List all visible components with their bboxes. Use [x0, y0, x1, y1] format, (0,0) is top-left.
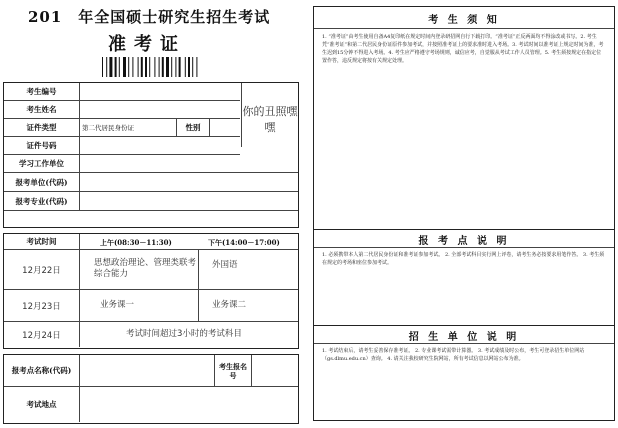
- schedule-row: [4, 322, 298, 347]
- divider: [314, 343, 614, 344]
- info-row: [4, 119, 240, 137]
- info-label: 报考专业(代码): [4, 192, 80, 210]
- candidate-notice-title: 考 生 须 知: [428, 15, 500, 26]
- schedule-date: 12月22日: [4, 250, 80, 289]
- divider: [314, 28, 614, 29]
- site-name-label: 报考点名称(代码): [4, 355, 80, 386]
- schedule-header-date: 考试时间: [4, 234, 80, 249]
- candidate-notice-text: 1. “准考证”由考生使用自备A4复印纸在规定时间内登录研招网自行下载打印。“准考证”正反两面均不得涂改或书写。2. 考生凭“准考证”和第二代居民身份证原件参加考试，并按照准考证上的要求准时进入考场。3. 考试时间以准考证上规定时间为准，考生迟到15分钟不得进入考场。4. 考生应严格遵守考场规则，诚信应考，自觉服从考试工作人员管理。5. 考生须按规定在指定位置作答，违反规定将按有关规定处理。: [322, 34, 604, 64]
- divider: [314, 247, 614, 248]
- divider: [314, 325, 614, 326]
- schedule-divider: [198, 250, 199, 322]
- info-row: [4, 155, 298, 173]
- schedule-date: 12月23日: [4, 290, 80, 321]
- schedule-header-row: [4, 234, 298, 250]
- schedule-row: [4, 250, 298, 290]
- info-label: 证件号码: [4, 137, 80, 154]
- info-value: 第二代居民身份证: [82, 124, 134, 132]
- schedule-note: 考试时间超过3小时的考试科目: [126, 329, 242, 339]
- info-row: [4, 173, 298, 192]
- site-row: [4, 387, 298, 422]
- info-row: [4, 137, 240, 155]
- barcode-image: [100, 56, 222, 78]
- schedule-header-pm: 下午(14:00－17:00): [208, 238, 280, 247]
- site-row: [4, 355, 298, 387]
- photo-placeholder: 你的丑照嘿嘿: [241, 83, 298, 147]
- exam-place-label: 考试地点: [4, 387, 80, 422]
- info-label: 证件类型: [4, 119, 80, 136]
- schedule-pm-subject: 业务课二: [212, 300, 247, 310]
- info-row: [4, 192, 298, 211]
- admission-unit-notice-text: 1. 考试结束后，请考生妥善保存准考证。 2. 专业课考试需带计算器。 3. 考试成绩及时公布，考生可登录招生单位网站（gs.dlmu.edu.cn）查询。 4. 请关注我校研究生院网站，所有考试信息以网站公布为准。: [322, 348, 585, 362]
- admission-unit-notice-title: 招 生 单 位 说 明: [408, 332, 520, 343]
- exam-site-notice-title: 报 考 点 说 明: [418, 236, 510, 247]
- exam-schedule-table: [3, 233, 299, 349]
- exam-site-table: [3, 354, 299, 424]
- schedule-pm-subject: 外国语: [212, 260, 238, 270]
- schedule-am-subject: 业务课一: [100, 300, 135, 310]
- exam-site-notice-text: 1. 必须携带本人第二代居民身份证和准考证参加考试。 2. 全部考试科目实行网上评卷，请考生务必按要求用笔作答。 3. 考生须在规定的考场和座位参加考试。: [322, 252, 605, 266]
- info-label: 报考单位(代码): [4, 173, 80, 191]
- divider: [314, 229, 614, 230]
- info-label: 学习工作单位: [4, 155, 80, 172]
- page-subtitle: 准考证: [108, 34, 186, 55]
- registration-number-label: 考生报名号: [214, 355, 252, 386]
- page-title: 201 年全国硕士研究生招生考试: [28, 8, 271, 26]
- notice-panel: [313, 6, 615, 421]
- info-row: [4, 83, 240, 101]
- gender-label: 性别: [176, 119, 210, 136]
- schedule-header-am: 上午(08:30－11:30): [100, 238, 172, 247]
- candidate-info-table: [3, 82, 299, 228]
- info-label: 考生编号: [4, 83, 80, 100]
- schedule-am-subject: 思想政治理论、管理类联考综合能力: [94, 258, 197, 279]
- schedule-date: 12月24日: [4, 322, 80, 347]
- info-label: 考生姓名: [4, 101, 80, 118]
- info-row: [4, 101, 240, 119]
- schedule-row: [4, 290, 298, 322]
